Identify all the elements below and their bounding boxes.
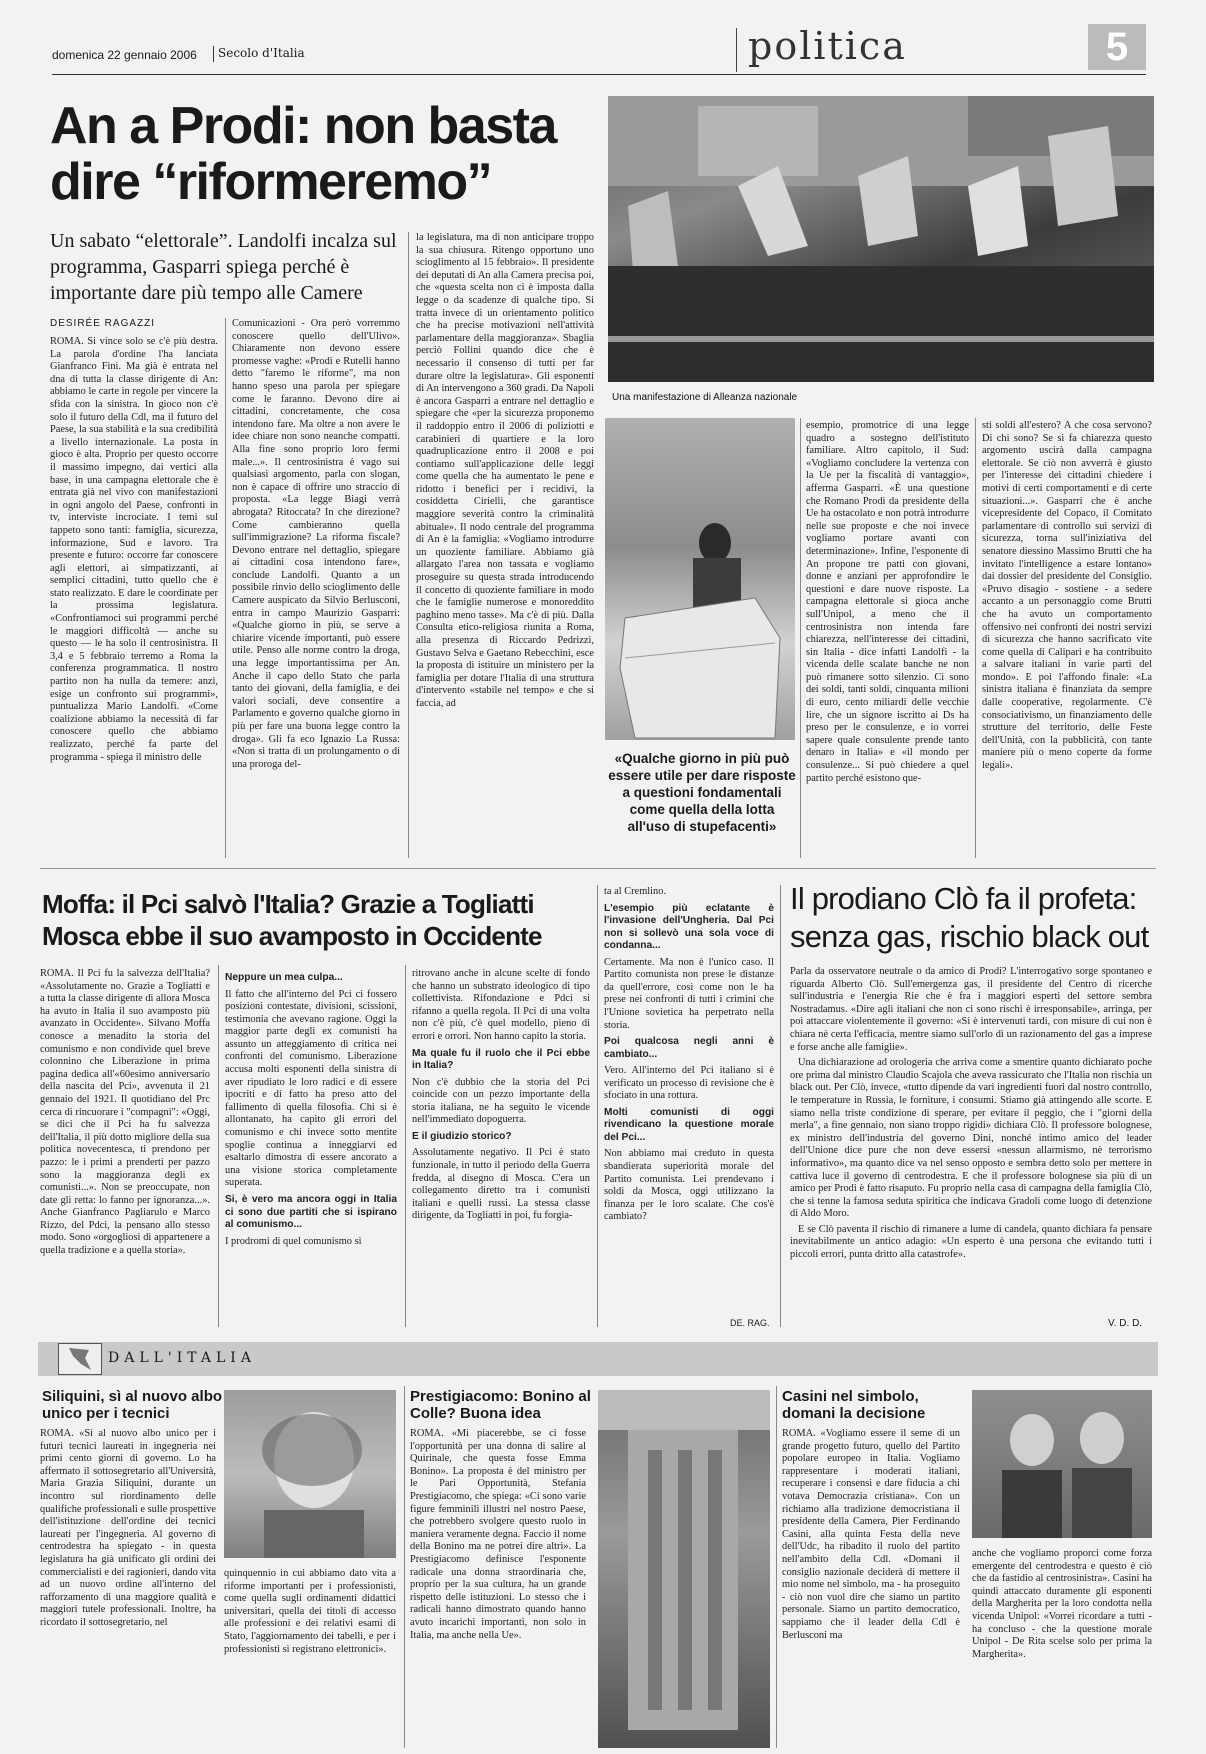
dall-italia-label: DALL'ITALIA bbox=[108, 1350, 256, 1366]
main-headline bbox=[50, 98, 610, 210]
moffa-question-2: Si, è vero ma ancora oggi in Italia ci sono due partiti che si ispirano al comunismo... bbox=[225, 1194, 397, 1230]
masthead-divider bbox=[213, 46, 214, 62]
main-headline-line2: dire “riformeremo” bbox=[50, 153, 492, 211]
clo-paragraph-3: E se Clò paventa il rischio di rimanere a lume di candela, quanto dichiara fa pensare inevitabilmente un antico adagio: «Un esperto è una persona che evitando tutti i piccoli errori, punta dritto alla catastrofe». bbox=[790, 1223, 1152, 1261]
main-col-3: la legislatura, ma di non anticipare troppo la sua chiusura. Ritengo opportuno uno scioglimento al 15 febbraio». Il presidente dei deputati di An alla Camera precisa poi, che «questa scelta non ci è imposta dalla legge o da scadenze di qualche tipo. Si tratta invece di un orientamento politico che ha precise motivazioni nell'attività parlamentare della maggioranza». Sbaglia perciò Follini quando dice che è necessario il consenso di tutti per far durare oltre la legislatura». Gli esponenti di An intervengono a 360 gradi. Da Napoli è ancora Gasparri a entrare nel dettaglio e spiegare che «per la sicurezza proponemo il raddoppio entro il 2006 di poliziotti e carabinieri di quartiere e la loro quadruplicazione entro il 2008 e poi contiamo sull'applicazione delle leggi come quella che ha aumentato le pene e ridotto i benefici per i recidivi, la cosiddetta Cirielli, che garantisce maggiore severità contro la criminalità abituale». Il nodo centrale del programma di An è la famiglia: «Vogliamo introdurre un quoziente familiare. Abbiamo già allargato l'area non tassata e vogliamo proseguire su questa strada introducendo il concetto di quoziente familiare in modo che le famiglie numerose e monoreddito paghino meno tasse». Ma c'è di più. Dalla Consulta etico-religiosa riunita a Roma, alla presenza di Riccardo Pedrizzi, Gustavo Selva e Gaetano Rebecchini, esce la proposta di istituire un ministero per la famiglia per dotare l'Italia di una struttura d'intervento «stabile nel tempo» e che si faccia, ad bbox=[416, 232, 594, 709]
story2-title: Prestigiacomo: Bonino al Colle? Buona idea bbox=[410, 1388, 591, 1422]
main-subhead: Un sabato “elettorale”. Landolfi incalza sul programma, Gasparri spiega perché è importante dare più tempo alle Camere bbox=[50, 230, 397, 304]
casini-photo bbox=[972, 1390, 1152, 1538]
moffa-answer-1: Il fatto che all'interno del Pci ci fossero posizioni contestate, divisioni, scissioni, testimonia che avevano ragione. Oggi la maggior parte degli ex comunisti ha assunto un atteggiamento di critica nei confronti del comunismo. Liberazione accusa molti esponenti della sinistra di aver ripudiato le loro radici e di essere ipocriti e di fatto ha preso atto del fallimento di quella filosofia. Chi si è allontanato, ha capito gli errori del comunismo e chi invece sotto mentite spoglie continua a inneggiarvi ed esaltarlo dimostra di essere ancorato a una visione storica completamente superata. bbox=[225, 988, 397, 1189]
moffa-headline bbox=[42, 888, 602, 952]
moffa-col4-top: ta al Cremlino. bbox=[604, 886, 667, 897]
moffa-headline-line2: Mosca ebbe il suo avamposto in Occidente bbox=[42, 921, 542, 951]
moffa-col4-c: Non abbiamo mai creduto in questa sbandierata superiorità morale del Partito comunista. Lei prendevano i soldi da Mosca, oggi utilizzano la finanza per le loro scalate. Che cos'è cambiato? bbox=[604, 1148, 774, 1223]
ballot-photo-art bbox=[605, 418, 795, 740]
moffa-question-7: Molti comunisti di oggi rivendicano la questione morale del Pci... bbox=[604, 1106, 774, 1143]
section-divider bbox=[736, 28, 737, 72]
moffa-headline-line1: Moffa: il Pci salvò l'Italia? Grazie a Togliatti bbox=[42, 889, 534, 919]
story1-text-b: quinquennio in cui abbiamo dato vita a riforme importanti per i professionisti, come quella sugli ordinamenti didattici universitari, quella dei titoli di accesso alle professioni e dei relativi esami di Stato, l'aggiornamento dei tabelli, e per i professionisti si registrano elettronici». bbox=[224, 1568, 396, 1655]
page-date: domenica 22 gennaio 2006 bbox=[52, 48, 197, 62]
pull-quote: «Qualche giorno in più può essere utile per dare risposte a questioni fondamentali come quella della lotta all'uso di stupefacenti» bbox=[608, 751, 796, 834]
moffa-question-5: L'esempio più eclatante è l'invasione dell'Ungheria. Dal Pci non si sollevò una sola voce di condanna... bbox=[604, 902, 774, 952]
moffa-question-4: E il giudizio storico? bbox=[412, 1130, 512, 1142]
story3-text: ROMA. «Vogliamo essere il seme di un grande progetto futuro, quello del Partito popolare europeo in Italia. Vogliamo rappresentare i moderati italiani, recuperare i consensi e dare fiducia a chi votava Democrazia cristiana». Con un richiamo alla tradizione democristiana il presidente della Camera, Pier Ferdinando Casini, alla quinta Festa della neve dell'Udc, ha ribadito il ruolo del partito nell'ambito della Cdl. «Domani il consiglio nazionale deciderà di mettere il mio nome nel simbolo, ma - ha proseguito - ciò non vuol dire che siamo un partito personale. Siamo un partito democratico, sappiamo che il leader della Cdl è Berlusconi ma bbox=[782, 1428, 960, 1641]
moffa-col4-b: Vero. All'interno del Pci italiano si è verificato un processo di revisione che è sfociato in una rottura. bbox=[604, 1065, 774, 1102]
paper-name: Secolo d'Italia bbox=[218, 46, 305, 60]
clo-headline-line2: senza gas, rischio black out bbox=[790, 919, 1149, 954]
moffa-question-3: Ma quale fu il ruolo che il Pci ebbe in Italia? bbox=[412, 1047, 590, 1072]
moffa-question-1: Neppure un mea culpa... bbox=[225, 972, 343, 983]
clo-headline bbox=[790, 880, 1160, 956]
main-col-1: ROMA. Si vince solo se c'è più destra. La parola d'ordine l'ha lanciata Gianfranco Fini. Ma già è entrata nel dna di tutta la classe dirigente di An: abbiamo le carte in regole per vincere la sfida con la sinistra. In gioco non c'è solo il futuro della Cdl, ma il futuro del Paese, la sua stabilità e la sua credibilità a livello internazionale. La posta in gioco è alta. Proprio per questo occorre il massimo impegno, dai vertici alla base, in una campagna elettorale che è entrata già nel vivo con manifestazioni in ogni angolo del Paese, confronti in tv, interviste incrociate. I temi sul tappeto sono tanti: famiglia, sicurezza, informazione, Sud e lavoro. Tra presente e futuro: occorre far conoscere agli elettori, ai simpatizzanti, ai semplici cittadini, tutto quello che è stato realizzato. E dare le coordinate per la prossima legislatura. «Confrontiamoci sui programmi perché le maggiori difficoltà — anche su questo — le ha solo il centrosinistra. Il 3,4 e 5 febbraio terremo a Roma la conferenza programmatica. Il nostro partito non ha nulla da temere: anzi, esige un confronto sui programmi», puntualizza Mario Landolfi. «Come coalizione abbiamo la necessità di far conoscere quello che abbiamo realizzato, perché fa parte del programma - spiega il ministro delle bbox=[50, 336, 218, 763]
clo-paragraph-1: Parla da osservatore neutrale o da amico di Prodi? L'interrogativo sorge spontaneo e riguarda Alberto Clò. Sull'emergenza gas, il presidente del Centro di ricerche sull'industria e l'energia Rie che è fra i maggiori esperti del settore sembra Nostradamus. «Dire agli italiani che non ci sono rischi è irresponsabile», arringa, per poi attaccare violentemente il governo: «Si è intervenuti tardi, con misure di cui non è chiara nè certa l'efficacia, mentre siamo sull'orlo di un razionamento del gas a imprese e forse anche alle famiglie». bbox=[790, 966, 1152, 1053]
rally-photo bbox=[608, 96, 1154, 382]
masthead-rule bbox=[52, 74, 1146, 75]
moffa-col-1: ROMA. Il Pci fu la salvezza dell'Italia? «Assolutamente no. Grazie a Togliatti e a tutta la classe dirigente di allora Mosca ha avuto in Italia il suo avamposto più avanzato in Occidente». Silvano Moffa conosce a menadito la storia del comunismo e non condivide quel breve colonnino che Liberazione in prima pagina dedica all'«60esimo anniversario della nascita del Pci», avvenuta il 21 gennaio del 1921. Il quotidiano del Prc cerca di rincuorare i "compagni": «Oggi, se dici che il Pci ha fu salvezza dell'Italia, il più dotto migliore della sua politica novecentesca, ti prendono per pazzo: le i primi a prenderti per pazzo sono la maggioranza degli ex comunisti...». Non se preoccupate, non date gli retta: lo fanno per ignoranza...». Anche Gianfranco Pagliarulo e Marco Rizzo, del Pdci, la pensano allo stesso modo. Sono «orgogliosi di appartenere a quella tradizione e a quella storia». bbox=[40, 968, 210, 1257]
moffa-col3-a: ritrovano anche in alcune scelte di fondo che hanno un substrato ideologico di tipo collettivista. Rifondazione e Pdci si rifanno a quella regola. Il Pci di una volta non c'è più, c'è quel modello, pieno di errori e orrori. Non hanno capito la storia. bbox=[412, 968, 590, 1042]
section-title: politica bbox=[748, 24, 907, 68]
moffa-signature: DE. RAG. bbox=[730, 1318, 770, 1328]
byline: DESIRÉE RAGAZZI bbox=[50, 318, 156, 329]
story3-title: Casini nel simbolo, domani la decisione bbox=[782, 1388, 926, 1422]
story3-text-b: anche che vogliamo proporci come forza emergente del centrodestra e questo è ciò che da fastidio al centrosinistra». Casini ha quindi attaccato duramente gli esponenti della Margherita per la loro condotta nella vicenda Unipol: «Vorrei ricordare a tutti - ha concluso - che la questione morale Unipol - De Rita scelse solo per prima la Margherita». bbox=[972, 1548, 1152, 1660]
moffa-col4-a: Certamente. Ma non è l'unico caso. Il Partito comunista non prese le distanze da quell'errore, così come non le ha prese nei confronti di tutti i crimini che l'Unione sovietica ha perpetrato nella storia. bbox=[604, 956, 774, 1031]
moffa-col3-c: Assolutamente negativo. Il Pci è stato funzionale, in tutto il periodo della Guerra fredda, al disegno di Mosca. C'era un collegamento diretto tra i comunisti italiani e quelli russi. La stessa classe dirigente, da Togliatti in poi, fu forgia- bbox=[412, 1147, 590, 1222]
story1-text: ROMA. «Sì al nuovo albo unico per i futuri tecnici laureati in ingegneria nei primi cento giorni di governo. Lo ha affermato il sottosegretario all'Università, Maria Grazia Siliquini, durante un incontro sul riordinamento delle qualifiche professionali e sulle prospettive dell'istituzione dell'ordine dei tecnici laureati per l'ingegneria. Al governo di centrodestra ha spiegato - in questa legislatura ha già unificato gli ordini dei commercialisti e dei ragionieri, dando vita ad un nuovo ordine all'interno del rafforzamento di una maggiore qualità e maggiori tutele professionali. Inoltre, ha ricordato il sottosegretario, nel bbox=[40, 1428, 216, 1628]
main-headline-line1: An a Prodi: non basta bbox=[50, 97, 556, 155]
main-col-5: sti soldi all'estero? A che cosa servono? Di chi sono? Se si fa chiarezza questo argomento uscirà dalla campagna elettorale. Se ciò non avverrà è giusto per l'interesse dei cittadini chiedere i motivi di certi comportamenti e di certe situazioni...». Gasparri che è anche vicepresidente del Copaco, il Comitato parlamentare di controllo sui servizi di sicurezza, torna sull'iniziativa del senatore diessino Massimo Brutti che ha invitato l'intelligence a estare lontano» dai dossier del presidente del Consiglio. «Pruvo disagio - sostiene - a sedere accanto a un personaggio come Brutti che ha avuto un comportamento offensivo nei confronti dei nostri servizi di sicurezza che hanno sacrificato vite come quella di Calipari e ha contribuito a salvare italiani in varie parti del mondo». E poi l'affondo finale: «La sinistra italiana è finanziata da sempre dalle cooperative, regolarmente. C'è consociativismo, un finanziamento delle strutture del territorio, delle Feste dell'Unità, con la pubblicità, con tante maniere più o meno coperte da forme legali». bbox=[982, 420, 1152, 772]
ballot-photo bbox=[605, 418, 795, 740]
moffa-col-2 bbox=[225, 968, 397, 1328]
clo-signature: V. D. D. bbox=[1108, 1318, 1143, 1329]
moffa-answer-2: I prodromi di quel comunismo si bbox=[225, 1235, 362, 1247]
moffa-col3-b: Non c'è dubbio che la storia del Pci coincide con un pezzo importante della storia italiana, ne ha seguito le vicende nell'immediato dopoguerra. bbox=[412, 1076, 590, 1126]
clo-body bbox=[790, 966, 1152, 1318]
quirinale-photo bbox=[598, 1390, 770, 1748]
moffa-col-3 bbox=[412, 968, 590, 1328]
main-col-2: Comunicazioni - Ora però vorremmo conoscere quello dell'Ulivo». Chiaramente non devono essere promesse vaghe: «Prodi e Rutelli hanno detto "faremo le riforme", ma non hanno speso una parola per spiegare come le faranno. Devono dire ai cittadini, concretamente, che cosa intendono fare. Ma oltre a non avere le idee chiare non sono neanche compatti. Alla fine sono proprio loro fermi male...». Il centrosinistra è vago sui qualsiasi argomento, parla con slogan, non è capace di offrire uno straccio di proposta. «La legge Biagi verrà abrogata? Ritoccata? In che direzione? Come cambieranno quella sull'immigrazione? La riforma fiscale? Devono entrare nel dettaglio, spiegare ai cittadini cosa intendono fare», conclude Landolfi. Quanto a un possibile rinvio dello scioglimento delle Camere auspicato da Silvio Berlusconi, entra in campo Maurizio Gasparri: «Qualche giorno in più, se serve a chiarire vicende importanti, può essere utile. Penso alle norme contro la droga, una legge importantissima per An. Anche il capo dello Stato che parla tanto dei giovani, della famiglia, e dei valori sociali, deve consentire a Parlamento e governo qualche giorno in più per fare una buona legge contro la droga». Gli fa eco Ignazio La Russa: «Non si tratta di un prolungamento o di una proroga del- bbox=[232, 318, 400, 770]
page-number: 5 bbox=[1088, 24, 1146, 70]
main-col-4: esempio, promotrice di una legge quadro a sostegno dell'istituto familiare. Altro capitolo, il Sud: «Vogliamo concludere la vertenza con la Ue per la fiscalità di vantaggio», afferma Gasparri. «È una questione che Romano Prodi da presidente della Ue ha ostacolato e non potrà introdurre nelle sue proposte e che noi invece vogliamo portare avanti con determinazione». Infine, l'esponente di An propone tre patti con giovani, donne e anziani per approfondire le questioni e dare nuove risposte. La campagna elettorale si gioca anche sull'Unipol, a meno che il centrosinistra non intenda fare chiarezza, nell'interesse dei cittadini, sin Italia - dice infatti Landolfi - la vicenda delle scalate banche ne non può rimanere sotto silenzio. Ci sono dei soldi, tanti soldi, cinquanta milioni di euro, cento miliardi delle vecchie lire, che un signore iscritto ai Ds ha preso per le consulenze, e io vorrei sapere quale consulente prende tanto denaro in Italia» e «il mondo per consulenze... Si può chiedere a quel partito perché esistono que- bbox=[806, 420, 969, 784]
moffa-question-6: Poi qualcosa negli anni è cambiato... bbox=[604, 1036, 774, 1060]
italy-map-icon bbox=[58, 1343, 102, 1375]
story2-text: ROMA. «Mi piacerebbe, se ci fosse l'opportunità per una donna di salire al Quirinale, che questa fosse Emma Bonino». La proposta è del ministro per le Pari Opportunità, Stefania Prestigiacomo, che spiega: «Ci sono varie figure femminili illustri nel nostro Paese, che potrebbero svolgere questo ruolo in maniera veramente degna. Faccio il nome della Bonino ma ne potrei dire altri». La Prestigiacomo definisce l'esponente radicale una donna straordinaria che, proprio per la sua cultura, ha un grande rispetto delle istituzioni. Lo stesso che i radicali hanno dimostrato quando hanno avuto incarichi importanti, non solo in Italia, ma anche nella Ue». bbox=[410, 1428, 586, 1641]
rally-photo-art bbox=[608, 96, 1154, 382]
siliquini-photo bbox=[224, 1390, 396, 1558]
story1-title: Siliquini, sì al nuovo albo unico per i tecnici bbox=[42, 1388, 223, 1422]
clo-headline-line1: Il prodiano Clò fa il profeta: bbox=[790, 881, 1137, 916]
rally-photo-caption: Una manifestazione di Alleanza nazionale bbox=[612, 392, 798, 403]
clo-paragraph-2: Una dichiarazione ad orologeria che arriva come a smentire quanto dichiarato poche ore prima dal ministro Claudio Scajola che aveva rassicurato che l'Italia non rischia un black out. Per Clò, invece, «tutto dipende da vari ingredienti fuori dal nostro controllo, le temperature in Russia, le forniture, i consumi. Stiamo già attingendo alle scorte. E siamo nella triste condizione di sperare, per evitare il peggio, che i "giorni della merla", a fine gennaio, non siano troppo rigidi» dichiara Clò. Il professore bolognese, ex ministro dell'industria del governo Dini, nonché intimo amico del leader dell'Unione dice pure che non deve essersi «nessun allarmismo, nè terrorismo informativo», ma quanto dice va nel senso opposto e sembra detto solo per mettere in cattiva luce il governo di centrodestra. E che il professore bolognese sia più di un amico per Prodi è fatto risaputo. Fu proprio nella casa di campagna della famiglia Clò, che si tenne la famosa seduta spiritica che indicava Gradoli come luogo di detenzione di Aldo Moro. bbox=[790, 1057, 1152, 1220]
moffa-col-4 bbox=[604, 886, 774, 1318]
